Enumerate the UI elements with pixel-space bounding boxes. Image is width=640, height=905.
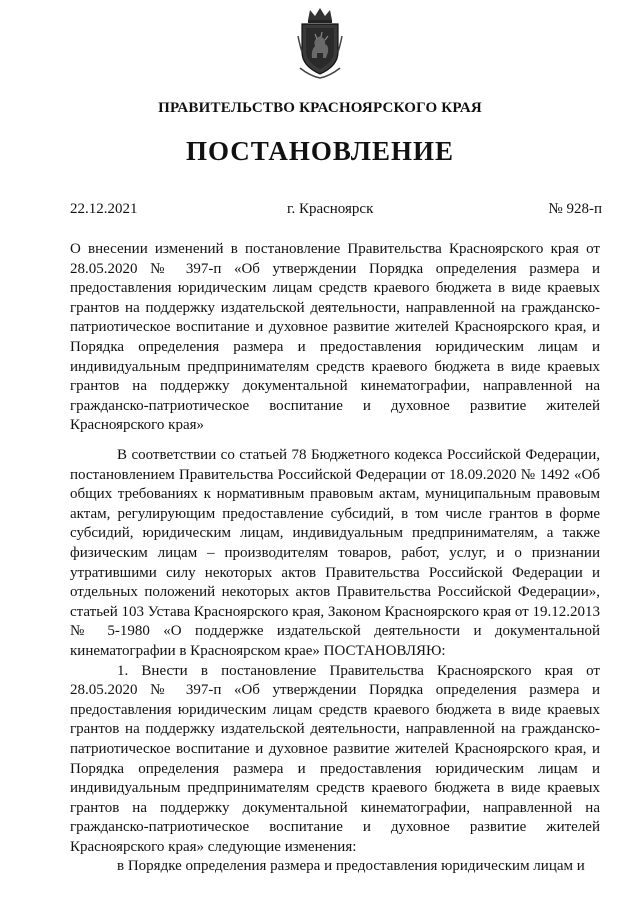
- document-title: [70, 240, 600, 436]
- clause-continuation-paragraph: в Порядке определения размера и предоставления юридическим лицам и: [117, 858, 585, 875]
- document-date: 22.12.2021: [70, 201, 138, 217]
- clause-1-paragraph: 1. Внести в постановление Правительства Красноярского края от 28.05.2020 № 397-п «Об утверждении Порядка определения размера и предоставления юридическим лицам средств краевого бюджета в виде краевых грантов на поддержку издательской деятельности, направленной на гражданско-патриотическое воспитание и духовное развитие жителей Красноярского края, и Порядка определения размера и предоставления юридическим лицам и индивидуальным предпринимателям средств краевого бюджета в виде краевых грантов на поддержку документальной кинематографии, направленной на гражданско-патриотическое воспитание и духовное развитие жителей Красноярского края» следующие изменения:: [70, 662, 600, 855]
- document-city: г. Красноярск: [287, 201, 374, 217]
- title-text: О внесении изменений в постановление Правительства Красноярского края от 28.05.2020 № 397-п «Об утверждении Порядка определения размера и предоставления юридическим лицам средств краевого бюджета в виде краевых грантов на поддержку издательской деятельности, направленной на гражданско-патриотическое воспитание и духовное развитие жителей Красноярского края, и Порядка определения размера и предоставления юридическим лицам и индивидуальным предпринимателям средств краевого бюджета в виде краевых грантов на поддержку документальной кинематографии, направленной на гражданско-патриотическое воспитание и духовное развитие жителей Красноярского края»: [70, 241, 600, 434]
- coat-of-arms-emblem: [296, 6, 344, 80]
- document-number: № 928-п: [548, 201, 602, 217]
- preamble-paragraph: В соответствии со статьей 78 Бюджетного кодекса Российской Федерации, постановлением Правительства Российской Федерации от 18.09.2020 № 1492 «Об общих требованиях к нормативным правовым актам, муниципальным правовым актам, регулирующим предоставление субсидий, в том числе грантов в форме субсидий, юридическим лицам, индивидуальным предпринимателям, а также физическим лицам – производителям товаров, работ, услуг, и о признании утратившими силу некоторых актов Правительства Российской Федерации и отдельных положений некоторых актов Правительства Российской Федерации», статьей 103 Устава Красноярского края, Законом Красноярского края от 19.12.2013 № 5-1980 «О поддержке издательской деятельности и документальной кинематографии в Красноярском крае» ПОСТАНОВЛЯЮ:: [70, 447, 600, 659]
- document-type-heading: ПОСТАНОВЛЕНИЕ: [185, 136, 455, 166]
- organization-name: ПРАВИТЕЛЬСТВО КРАСНОЯРСКОГО КРАЯ: [158, 100, 482, 116]
- document-body: [70, 446, 600, 877]
